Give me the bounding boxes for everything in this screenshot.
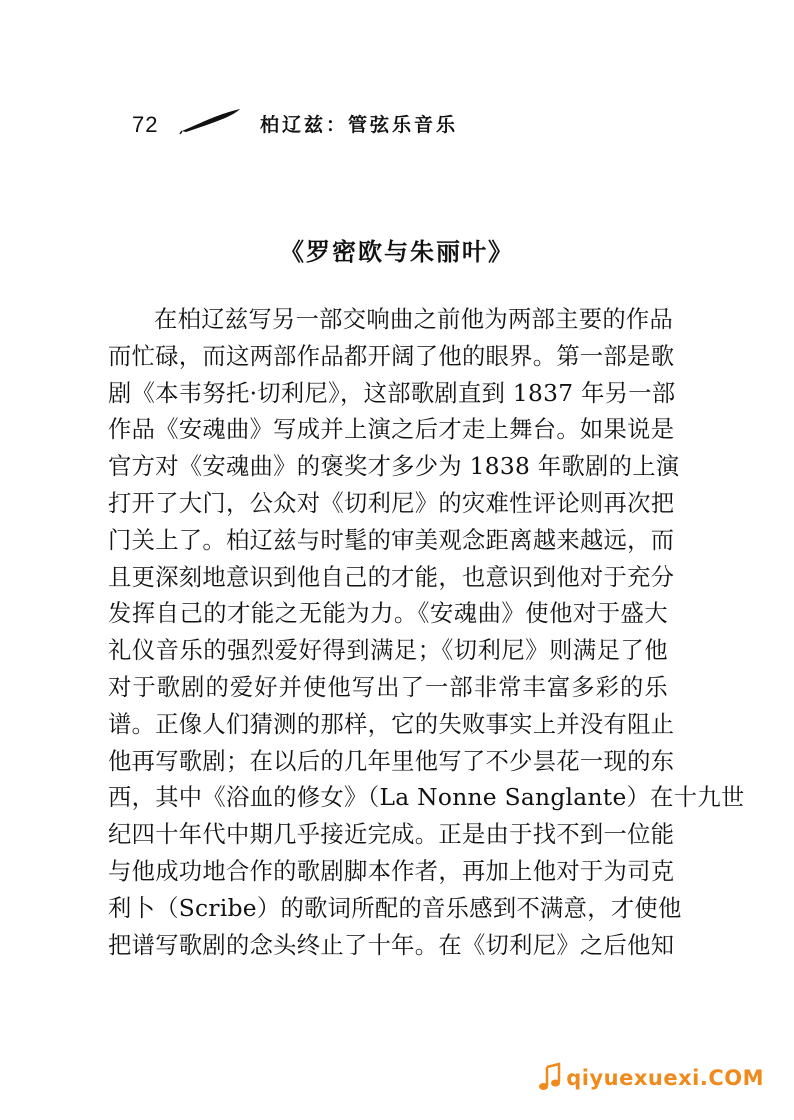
text-line: 作品《安魂曲》写成并上演之后才走上舞台。如果说是 xyxy=(108,416,675,444)
running-title: 柏辽兹：管弦乐音乐 xyxy=(260,114,459,136)
text-line: 而忙碌，而这两部作品都开阔了他的眼界。第一部是歌 xyxy=(108,342,675,370)
chapter-title: 《罗密欧与朱丽叶》 xyxy=(280,238,514,266)
text-line: 西，其中《浴血的修女》（La Nonne Sanglante）在十九世 xyxy=(108,784,745,812)
text-line: 打开了大门，公众对《切利尼》的灾难性评论则再次把 xyxy=(108,489,675,517)
text-line: 在柏辽兹写另一部交响曲之前他为两部主要的作品 xyxy=(154,306,674,333)
watermark-text: qiyuexuexi.COM xyxy=(566,1066,764,1090)
body-paragraph xyxy=(108,302,745,964)
text-line: 谱。正像人们猜测的那样，它的失败事实上并没有阻止 xyxy=(108,710,675,738)
music-note-icon xyxy=(538,1064,562,1092)
page-number: 72 xyxy=(132,112,159,137)
text-line: 利卜（Scribe）的歌词所配的音乐感到不满意，才使他 xyxy=(108,894,682,922)
text-line: 且更深刻地意识到他自己的才能，也意识到他对于充分 xyxy=(108,563,675,591)
text-line: 官方对《安魂曲》的褒奖才多少为 1838 年歌剧的上演 xyxy=(108,453,680,481)
quill-pen-icon xyxy=(180,108,242,134)
text-line: 礼仪音乐的强烈爱好得到满足；《切利尼》则满足了他 xyxy=(108,637,668,665)
page-header xyxy=(118,108,678,138)
site-watermark xyxy=(538,1062,764,1094)
text-line: 纪四十年代中期几乎接近完成。正是由于找不到一位能 xyxy=(108,821,675,849)
text-line: 发挥自己的才能之无能为力。《安魂曲》使他对于盛大 xyxy=(108,600,668,628)
text-line: 他再写歌剧；在以后的几年里他写了不少昙花一现的东 xyxy=(108,747,675,775)
text-line: 与他成功地合作的歌剧脚本作者，再加上他对于为司克 xyxy=(108,857,675,885)
text-line: 对于歌剧的爱好并使他写出了一部非常丰富多彩的乐 xyxy=(108,673,668,701)
text-line: 把谱写歌剧的念头终止了十年。在《切利尼》之后他知 xyxy=(108,931,675,959)
text-line: 剧《本韦努托·切利尼》，这部歌剧直到 1837 年另一部 xyxy=(108,379,676,407)
text-line: 门关上了。柏辽兹与时髦的审美观念距离越来越远，而 xyxy=(108,526,675,554)
